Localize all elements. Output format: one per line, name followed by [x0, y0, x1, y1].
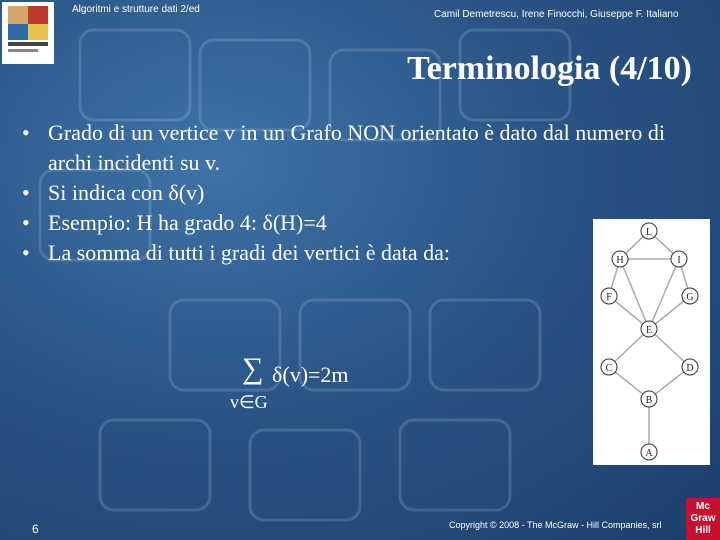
- graph-node-label: I: [677, 255, 681, 266]
- summation-symbol: ∑: [242, 352, 264, 385]
- book-cover-logo: [2, 2, 54, 64]
- formula-subscript: v∈G: [230, 392, 268, 412]
- logo-line: Mc: [696, 501, 710, 512]
- bullet-text: Si indica con δ(v): [48, 180, 205, 205]
- formula-expression: δ(v)=2m: [272, 362, 349, 387]
- logo-line: Graw: [690, 513, 716, 524]
- copyright-text: Copyright © 2008 - The McGraw - Hill Companies, srl: [449, 520, 662, 530]
- graph-node-label: C: [605, 363, 613, 374]
- bullet-item: [22, 178, 712, 208]
- bullet-dot: •: [22, 240, 30, 265]
- bullet-item: [22, 118, 712, 178]
- graph-node-label: E: [645, 325, 653, 336]
- graph-node-label: G: [686, 292, 694, 303]
- graph-node-label: L: [645, 227, 653, 238]
- bullet-dot: •: [22, 180, 30, 205]
- header-authors: Camil Demetrescu, Irene Finocchi, Giuseppe F. Italiano: [434, 9, 679, 20]
- bullet-text: Grado di un vertice v in un Grafo NON orientato è dato dal numero di archi incidenti su v.: [48, 120, 666, 175]
- bullet-dot: •: [22, 210, 30, 235]
- logo-line: Hill: [695, 525, 711, 536]
- bullet-text: La somma di tutti i gradi dei vertici è data da:: [48, 240, 450, 265]
- graph-node-label: H: [616, 255, 624, 266]
- graph-node-label: B: [645, 395, 653, 406]
- example-graph: [593, 219, 710, 465]
- bullet-dot: •: [22, 120, 30, 145]
- slide-title: Terminologia (4/10): [407, 50, 692, 87]
- bullet-text: Esempio: H ha grado 4: δ(H)=4: [48, 210, 327, 235]
- graph-node-label: F: [606, 292, 612, 303]
- header-course-title: Algoritmi e strutture dati 2/ed: [72, 4, 200, 15]
- graph-node-label: A: [645, 448, 653, 459]
- mcgraw-hill-logo: [686, 498, 720, 540]
- graph-node-label: D: [686, 363, 694, 374]
- page-number: 6: [32, 522, 39, 536]
